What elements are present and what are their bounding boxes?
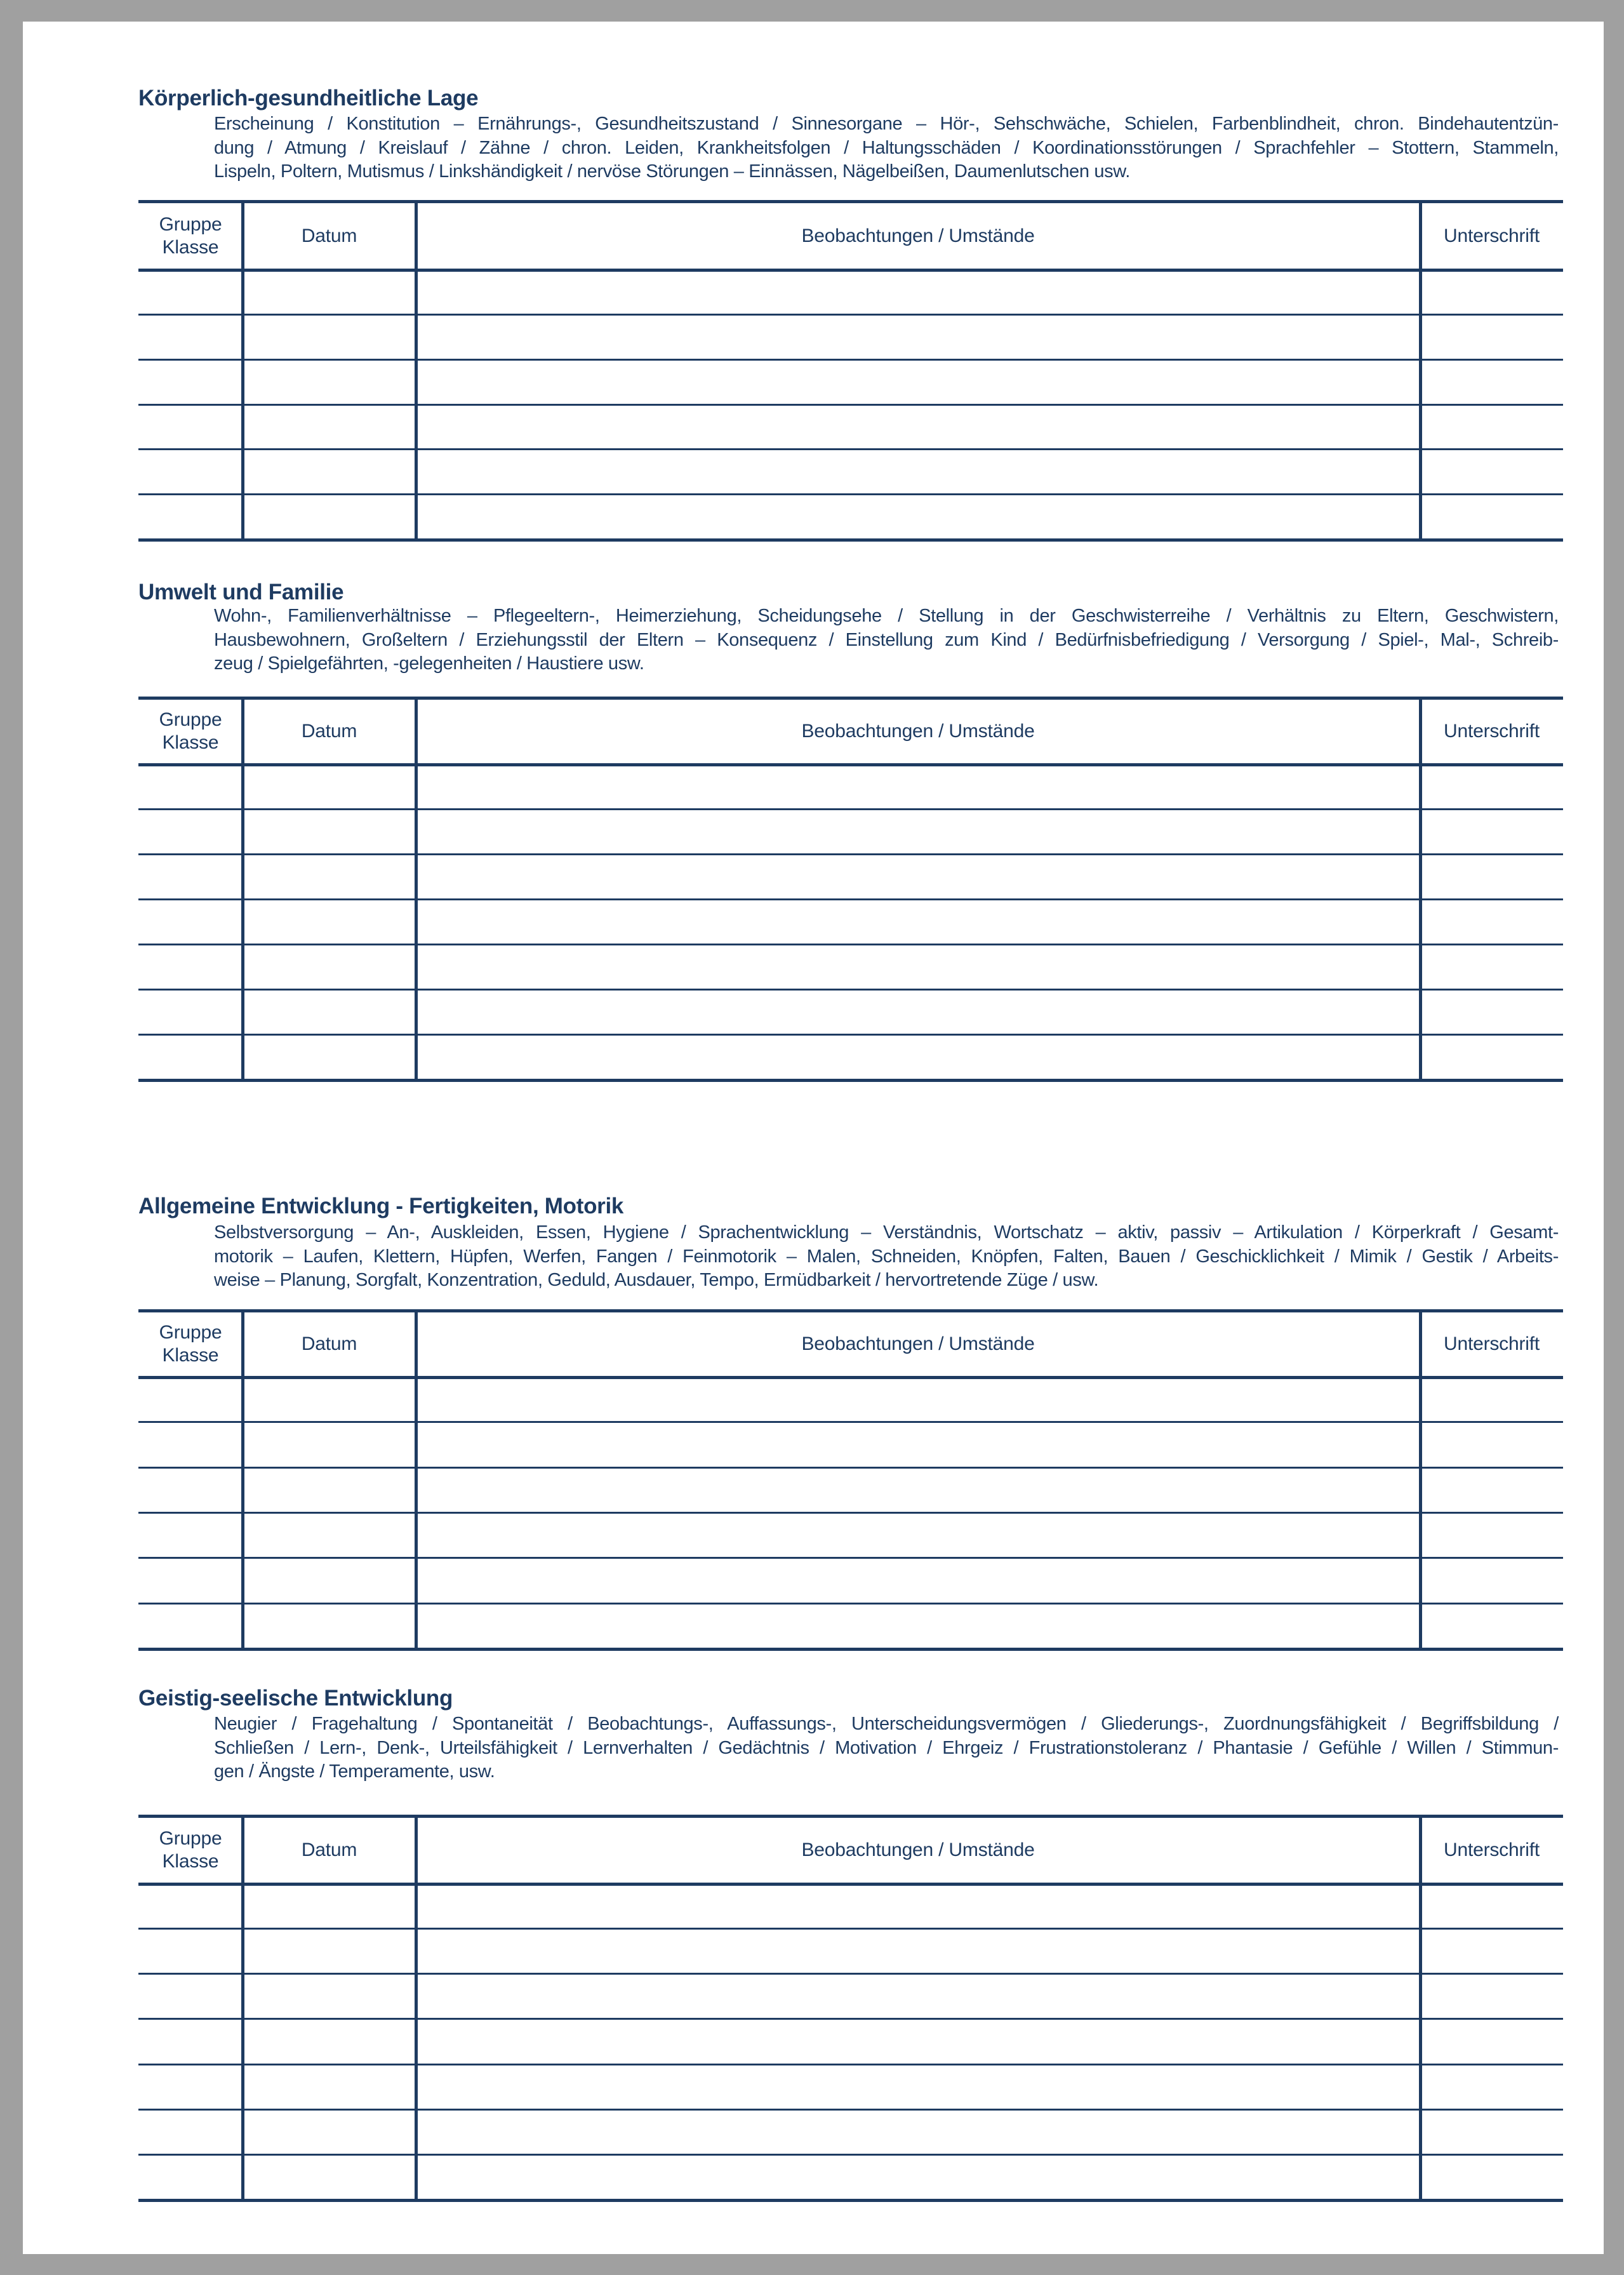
header-label-line: Beobachtungen / Umstände xyxy=(801,1333,1035,1354)
header-label-line: Unterschrift xyxy=(1444,1839,1540,1860)
cell-unterschrift[interactable] xyxy=(1423,2157,1561,2197)
description-line: gen / Ängste / Temperamente, usw. xyxy=(214,1761,495,1782)
header-label xyxy=(1444,1839,1540,1862)
cell-unterschrift[interactable] xyxy=(1423,1886,1561,1926)
description-line: Schließen / Lern-, Denk-, Urteilsfähigkeit / Lernverhalten / Gedächtnis / Motivation / Ehrgeiz / Frustrationstoleranz / Phantasie / Gefühle / Willen / Stimmun- xyxy=(214,1737,1559,1758)
row-divider xyxy=(138,1928,1563,1930)
cell-unterschrift[interactable] xyxy=(1423,1931,1561,1971)
header-label-line: Gruppe xyxy=(159,213,222,235)
cell-gruppe-klasse[interactable] xyxy=(141,1886,240,1926)
header-label-line: Datum xyxy=(301,225,357,246)
description-line: Erscheinung / Konstitution – Ernährungs-, Gesundheitszustand / Sinnesorgane – Hör-, Sehschwäche, Schielen, Farbenblindheit, chron. Bindehautentzün- xyxy=(214,114,1559,134)
row-divider xyxy=(138,2018,1563,2020)
header-label-line: Unterschrift xyxy=(1444,721,1540,742)
table-bottom-rule xyxy=(138,2199,1563,2202)
description-line: motorik – Laufen, Klettern, Hüpfen, Werfen, Fangen / Feinmotorik – Malen, Schneiden, Knöpfen, Falten, Bauen / Geschicklichkeit / Mimik / Gestik / Arbeits- xyxy=(214,1246,1559,1267)
section-title: Umwelt und Familie xyxy=(138,580,344,604)
header-label-line: Klasse xyxy=(162,732,219,753)
header-label-line: Klasse xyxy=(162,1345,219,1366)
cell-datum[interactable] xyxy=(245,2067,413,2107)
cell-beobachtungen[interactable] xyxy=(418,1886,1418,1926)
header-label-line: Beobachtungen / Umstände xyxy=(801,721,1035,742)
header-label-line: Unterschrift xyxy=(1444,1333,1540,1354)
cell-unterschrift[interactable] xyxy=(1423,2112,1561,2152)
cell-gruppe-klasse[interactable] xyxy=(141,2157,240,2197)
header-label-line: Gruppe xyxy=(159,709,222,730)
row-divider xyxy=(138,2154,1563,2156)
form-page xyxy=(23,22,1604,2254)
section-title: Körperlich-gesundheitliche Lage xyxy=(138,86,479,110)
cell-gruppe-klasse[interactable] xyxy=(141,2067,240,2107)
cell-beobachtungen[interactable] xyxy=(418,1931,1418,1971)
cell-unterschrift[interactable] xyxy=(1423,1976,1561,2016)
cell-beobachtungen[interactable] xyxy=(418,2157,1418,2197)
form-section xyxy=(138,22,1563,2254)
header-unterschrift xyxy=(1420,1818,1563,1883)
observation-table xyxy=(138,1815,1563,2202)
header-label-line: Unterschrift xyxy=(1444,225,1540,246)
row-divider xyxy=(138,2064,1563,2065)
cell-datum[interactable] xyxy=(245,1931,413,1971)
header-label-line: Datum xyxy=(301,1839,357,1860)
cell-datum[interactable] xyxy=(245,2021,413,2061)
cell-unterschrift[interactable] xyxy=(1423,2067,1561,2107)
description-line: zeug / Spielgefährten, -gelegenheiten / Haustiere usw. xyxy=(214,653,644,674)
cell-datum[interactable] xyxy=(245,1886,413,1926)
header-label-line: Gruppe xyxy=(159,1828,222,1849)
header-beobachtungen xyxy=(416,1818,1420,1883)
description-line: Wohn-, Familienverhältnisse – Pflegeeltern-, Heimerziehung, Scheidungsehe / Stellung in der Geschwisterreihe / Verhältnis zu Eltern, Geschwistern, xyxy=(214,606,1559,626)
row-divider xyxy=(138,1973,1563,1975)
header-label-line: Gruppe xyxy=(159,1322,222,1343)
header-label xyxy=(801,1839,1034,1862)
row-divider xyxy=(138,2109,1563,2111)
header-gruppe-klasse xyxy=(138,1818,243,1883)
cell-unterschrift[interactable] xyxy=(1423,2021,1561,2061)
cell-datum[interactable] xyxy=(245,2112,413,2152)
description-line: Hausbewohnern, Großeltern / Erziehungsstil der Eltern – Konsequenz / Einstellung zum Kind / Bedürfnisbefriedigung / Versorgung / Spiel-, Mal-, Schreib- xyxy=(214,629,1559,650)
header-label xyxy=(159,1827,222,1873)
cell-beobachtungen[interactable] xyxy=(418,2112,1418,2152)
cell-gruppe-klasse[interactable] xyxy=(141,2021,240,2061)
header-label-line: Beobachtungen / Umstände xyxy=(801,225,1035,246)
section-title: Allgemeine Entwicklung - Fertigkeiten, Motorik xyxy=(138,1194,624,1218)
cell-gruppe-klasse[interactable] xyxy=(141,1931,240,1971)
description-line: dung / Atmung / Kreislauf / Zähne / chron. Leiden, Krankheitsfolgen / Haltungsschäden / Koordinationsstörungen / Sprachfehler – Stottern, Stammeln, xyxy=(214,137,1559,158)
header-label-line: Datum xyxy=(301,1333,357,1354)
description-line: Neugier / Fragehaltung / Spontaneität / Beobachtungs-, Auffassungs-, Unterscheidungsvermögen / Gliederungs-, Zuordnungsfähigkeit / Begriffsbildung / xyxy=(214,1714,1559,1734)
cell-beobachtungen[interactable] xyxy=(418,2067,1418,2107)
description-line: Lispeln, Poltern, Mutismus / Linkshändigkeit / nervöse Störungen – Einnässen, Nägelbeißen, Daumenlutschen usw. xyxy=(214,161,1130,182)
description-line: Selbstversorgung – An-, Auskleiden, Essen, Hygiene / Sprachentwicklung – Verständnis, Wortschatz – aktiv, passiv – Artikulation / Körperkraft / Gesamt- xyxy=(214,1222,1559,1243)
cell-gruppe-klasse[interactable] xyxy=(141,1976,240,2016)
cell-gruppe-klasse[interactable] xyxy=(141,2112,240,2152)
cell-beobachtungen[interactable] xyxy=(418,2021,1418,2061)
header-label xyxy=(302,1839,357,1862)
header-datum xyxy=(243,1818,416,1883)
cell-beobachtungen[interactable] xyxy=(418,1976,1418,2016)
header-label-line: Beobachtungen / Umstände xyxy=(801,1839,1035,1860)
cell-datum[interactable] xyxy=(245,1976,413,2016)
header-label-line: Klasse xyxy=(162,236,219,258)
header-label-line: Klasse xyxy=(162,1851,219,1872)
cell-datum[interactable] xyxy=(245,2157,413,2197)
section-title: Geistig-seelische Entwicklung xyxy=(138,1686,453,1711)
section-description xyxy=(214,1712,1559,1784)
header-label-line: Datum xyxy=(301,721,357,742)
description-line: weise – Planung, Sorgfalt, Konzentration, Geduld, Ausdauer, Tempo, Ermüdbarkeit / hervortretende Züge / usw. xyxy=(214,1270,1099,1290)
